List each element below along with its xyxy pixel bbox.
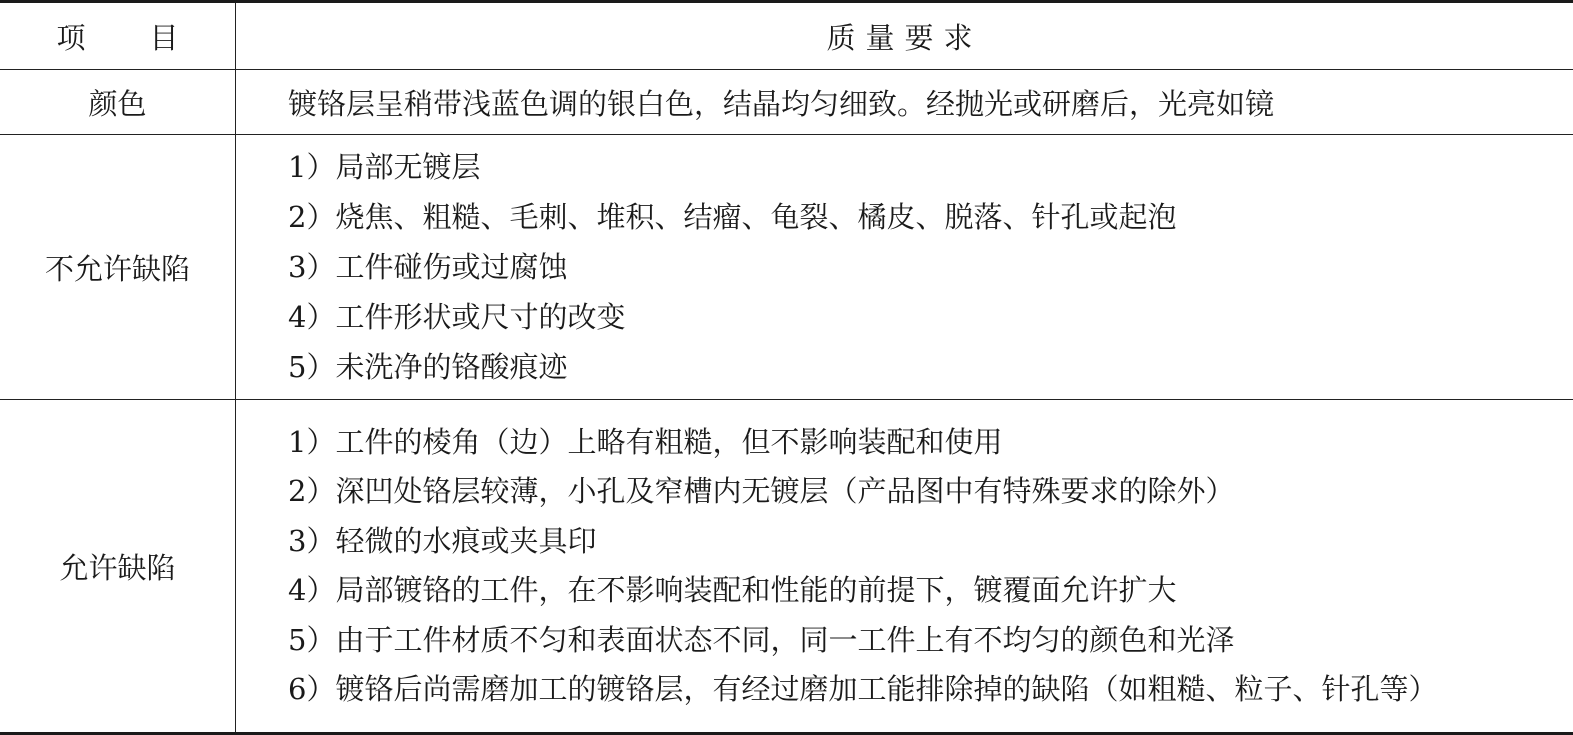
- list-item: 1）工件的棱角（边）上略有粗糙，但不影响装配和使用: [288, 418, 1573, 468]
- row-requirement-forbidden-defects: [236, 135, 1573, 400]
- list-item: 2）烧焦、粗糙、毛刺、堆积、结瘤、龟裂、橘皮、脱落、针孔或起泡: [288, 192, 1573, 242]
- row-requirement-color: [236, 70, 1573, 135]
- header-item-label-b: 目: [150, 21, 179, 55]
- list-item: 3）工件碰伤或过腐蚀: [288, 242, 1573, 292]
- list-item: 1）局部无镀层: [288, 142, 1573, 192]
- list-item: 5）由于工件材质不匀和表面状态不同，同一工件上有不均匀的颜色和光泽: [288, 616, 1573, 666]
- list-item: 4）工件形状或尺寸的改变: [288, 292, 1573, 342]
- row-item-allowed-defects: 允许缺陷: [0, 400, 236, 734]
- row-item-color: 颜色: [0, 70, 236, 135]
- color-requirement-text: 镀铬层呈稍带浅蓝色调的银白色，结晶均匀细致。经抛光或研磨后，光亮如镜: [236, 82, 1573, 123]
- header-requirement-cell: [236, 2, 1573, 70]
- header-item-cell: [0, 2, 236, 70]
- list-item: 4）局部镀铬的工件，在不影响装配和性能的前提下，镀覆面允许扩大: [288, 566, 1573, 616]
- list-item: 6）镀铬后尚需磨加工的镀铬层，有经过磨加工能排除掉的缺陷（如粗糙、粒子、针孔等）: [288, 665, 1573, 715]
- list-item: 2）深凹处铬层较薄，小孔及窄槽内无镀层（产品图中有特殊要求的除外）: [288, 467, 1573, 517]
- allowed-defects-list: [236, 418, 1573, 715]
- table-header-row: [0, 2, 1573, 70]
- list-item: 3）轻微的水痕或夹具印: [288, 517, 1573, 567]
- table-row: [0, 70, 1573, 135]
- row-item-forbidden-defects: 不允许缺陷: [0, 135, 236, 400]
- row-requirement-allowed-defects: [236, 400, 1573, 734]
- forbidden-defects-list: [236, 142, 1573, 392]
- table-row: [0, 135, 1573, 400]
- header-requirement-label: 质量要求: [826, 21, 982, 55]
- header-item-label-a: 项: [56, 21, 85, 55]
- table-row: [0, 400, 1573, 734]
- list-item: 5）未洗净的铬酸痕迹: [288, 342, 1573, 392]
